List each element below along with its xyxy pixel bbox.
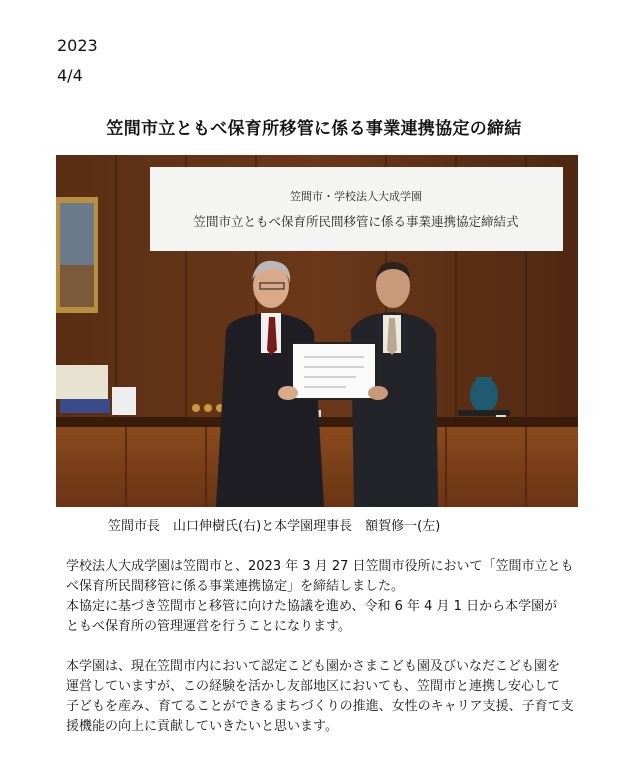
paragraph-line: ともべ保育所の管理運営を行うことになります。	[66, 619, 351, 634]
agreement-document	[292, 343, 376, 399]
banner-line-2: 笠間市立ともべ保育所民間移管に係る事業連携協定締結式	[193, 214, 519, 229]
paragraph-agreement	[66, 557, 576, 637]
date-year: 2023	[57, 36, 98, 55]
paragraph-line: 本学園は、現在笠間市内において認定こども園かさまこども園及びいなだこども園を	[66, 659, 561, 674]
paragraph-line: 援機能の向上に貢献していきたいと思います。	[66, 719, 338, 734]
signing-ceremony-photo	[56, 155, 578, 507]
ceremony-banner	[150, 167, 563, 251]
photo-caption: 笠間市長 山口伸樹氏(右)と本学園理事長 額賀修一(左)	[108, 519, 441, 534]
date-month-day: 4/4	[57, 66, 83, 85]
paragraph-line: 運営していますが、この経験を活かし友部地区においても、笠間市と連携し安心して	[66, 679, 561, 694]
paragraph-vision	[66, 657, 576, 737]
paragraph-line: 学校法人大成学園は笠間市と、2023 年 3 月 27 日笠間市役所において「笠間市立とも	[66, 559, 574, 574]
paragraph-line: 子どもを産み、育てることができるまちづくりの推進、女性のキャリア支援、子育て支	[66, 699, 574, 714]
page-title: 笠間市立ともべ保育所移管に係る事業連携協定の締結	[106, 119, 522, 139]
paragraph-line: 本協定に基づき笠間市と移管に向けた協議を進め、令和 6 年 4 月 1 日から本学園が	[66, 599, 558, 614]
framed-certificate	[56, 365, 108, 399]
paragraph-line: べ保育所民間移管に係る事業連携協定」を締結しました。	[66, 579, 405, 594]
banner-line-1: 笠間市・学校法人大成学園	[290, 190, 422, 203]
